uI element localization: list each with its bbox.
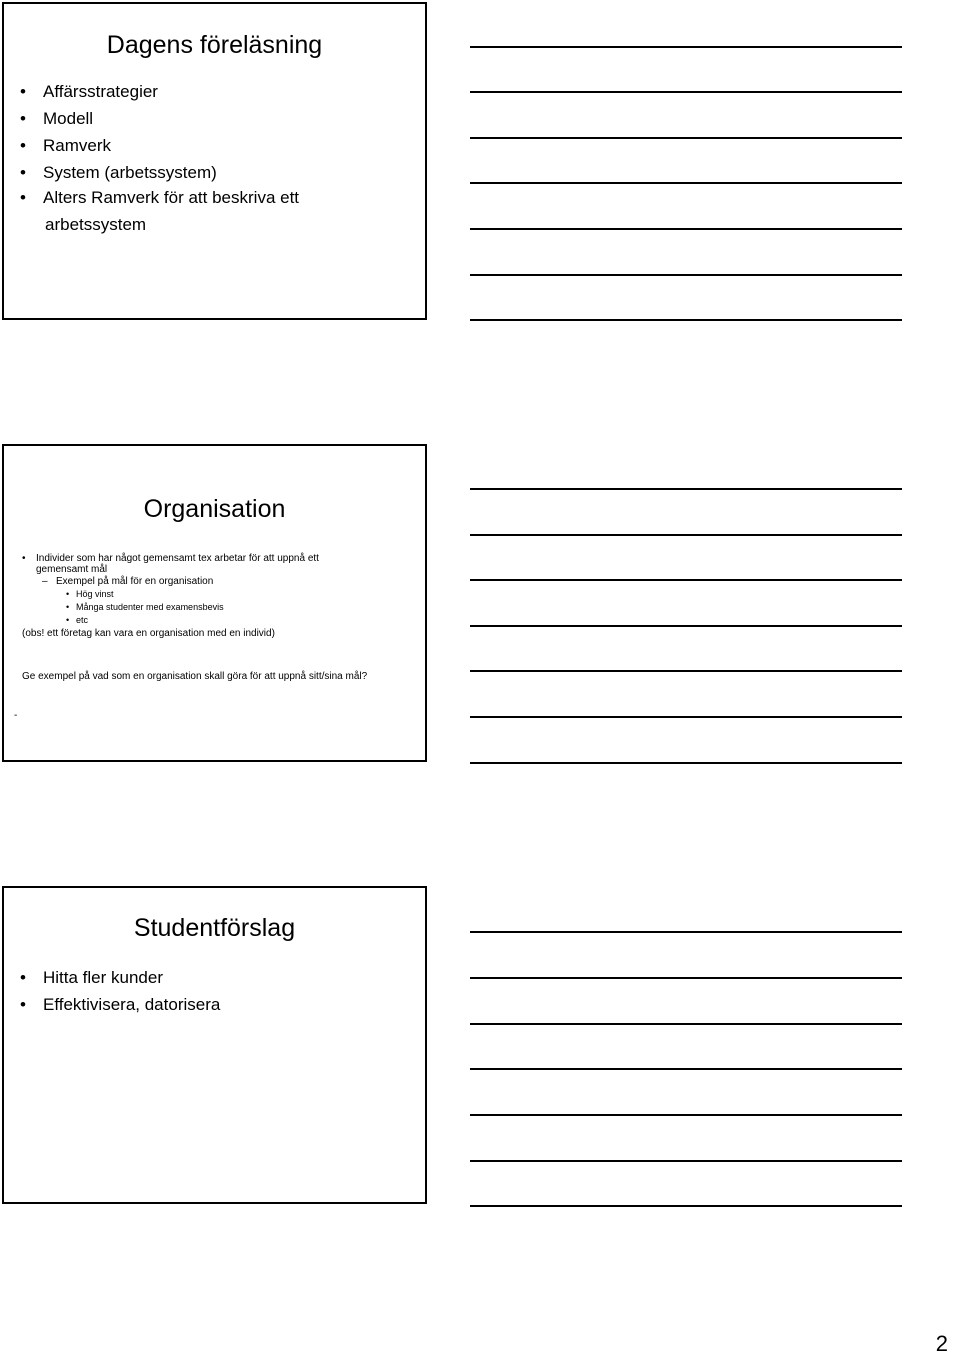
dash-text: - <box>14 710 18 721</box>
list-item: • Effektivisera, datorisera <box>4 991 220 1018</box>
note-line <box>470 1068 902 1070</box>
note-line <box>470 1160 902 1162</box>
note-line <box>470 228 902 230</box>
note-line <box>470 1205 902 1207</box>
note-line <box>470 579 902 581</box>
list-item: • Alters Ramverk för att beskriva ett <box>4 186 299 210</box>
list-item: • Hitta fler kunder <box>4 964 220 991</box>
note-line <box>470 488 902 490</box>
list-item: • Modell <box>4 105 299 132</box>
slide-title: Organisation <box>143 495 286 523</box>
note-line <box>470 977 902 979</box>
note-line <box>470 931 902 933</box>
note-line <box>470 762 902 764</box>
note-line <box>470 46 902 48</box>
note-line <box>470 274 902 276</box>
slide-title: Studentförslag <box>133 914 296 942</box>
note-line <box>470 534 902 536</box>
bullet-list <box>4 964 220 1018</box>
sub-sub-item: • etc <box>4 614 424 627</box>
note-line <box>470 716 902 718</box>
sub-item: – Exempel på mål för en organisation <box>4 575 424 588</box>
slide-1 <box>2 2 427 320</box>
note-line <box>470 670 902 672</box>
note-text: (obs! ett företag kan vara en organisation med en individ) <box>22 628 275 639</box>
slide-3 <box>2 886 427 1204</box>
note-line <box>470 319 902 321</box>
note-line <box>470 182 902 184</box>
note-line <box>470 1023 902 1025</box>
list-item-text: Individer som har något gemensamt tex arbetar för att uppnå ett <box>36 553 319 564</box>
page-number: 2 <box>935 1331 948 1356</box>
list-item-text: gemensamt mål <box>36 564 108 575</box>
list-item: • Affärsstrategier <box>4 78 299 105</box>
list-item: • Individer som har något gemensamt tex arbetar för att uppnå ett gemensamt mål <box>4 553 424 575</box>
sub-sub-item: • Många studenter med examensbevis <box>4 601 424 614</box>
slide-title: Dagens föreläsning <box>106 31 323 59</box>
note-line <box>470 91 902 93</box>
note-line <box>470 1114 902 1116</box>
sub-sub-item: • Hög vinst <box>4 588 424 601</box>
slide-2 <box>2 444 427 762</box>
list-item: • System (arbetssystem) <box>4 159 299 186</box>
question-text: Ge exempel på vad som en organisation skall göra för att uppnå sitt/sina mål? <box>22 671 368 682</box>
note-line <box>470 625 902 627</box>
bullet-list <box>4 78 299 210</box>
note-line <box>470 137 902 139</box>
bullet-list <box>4 553 424 640</box>
list-item: • Ramverk <box>4 132 299 159</box>
list-item-continuation: arbetssystem <box>45 215 147 234</box>
